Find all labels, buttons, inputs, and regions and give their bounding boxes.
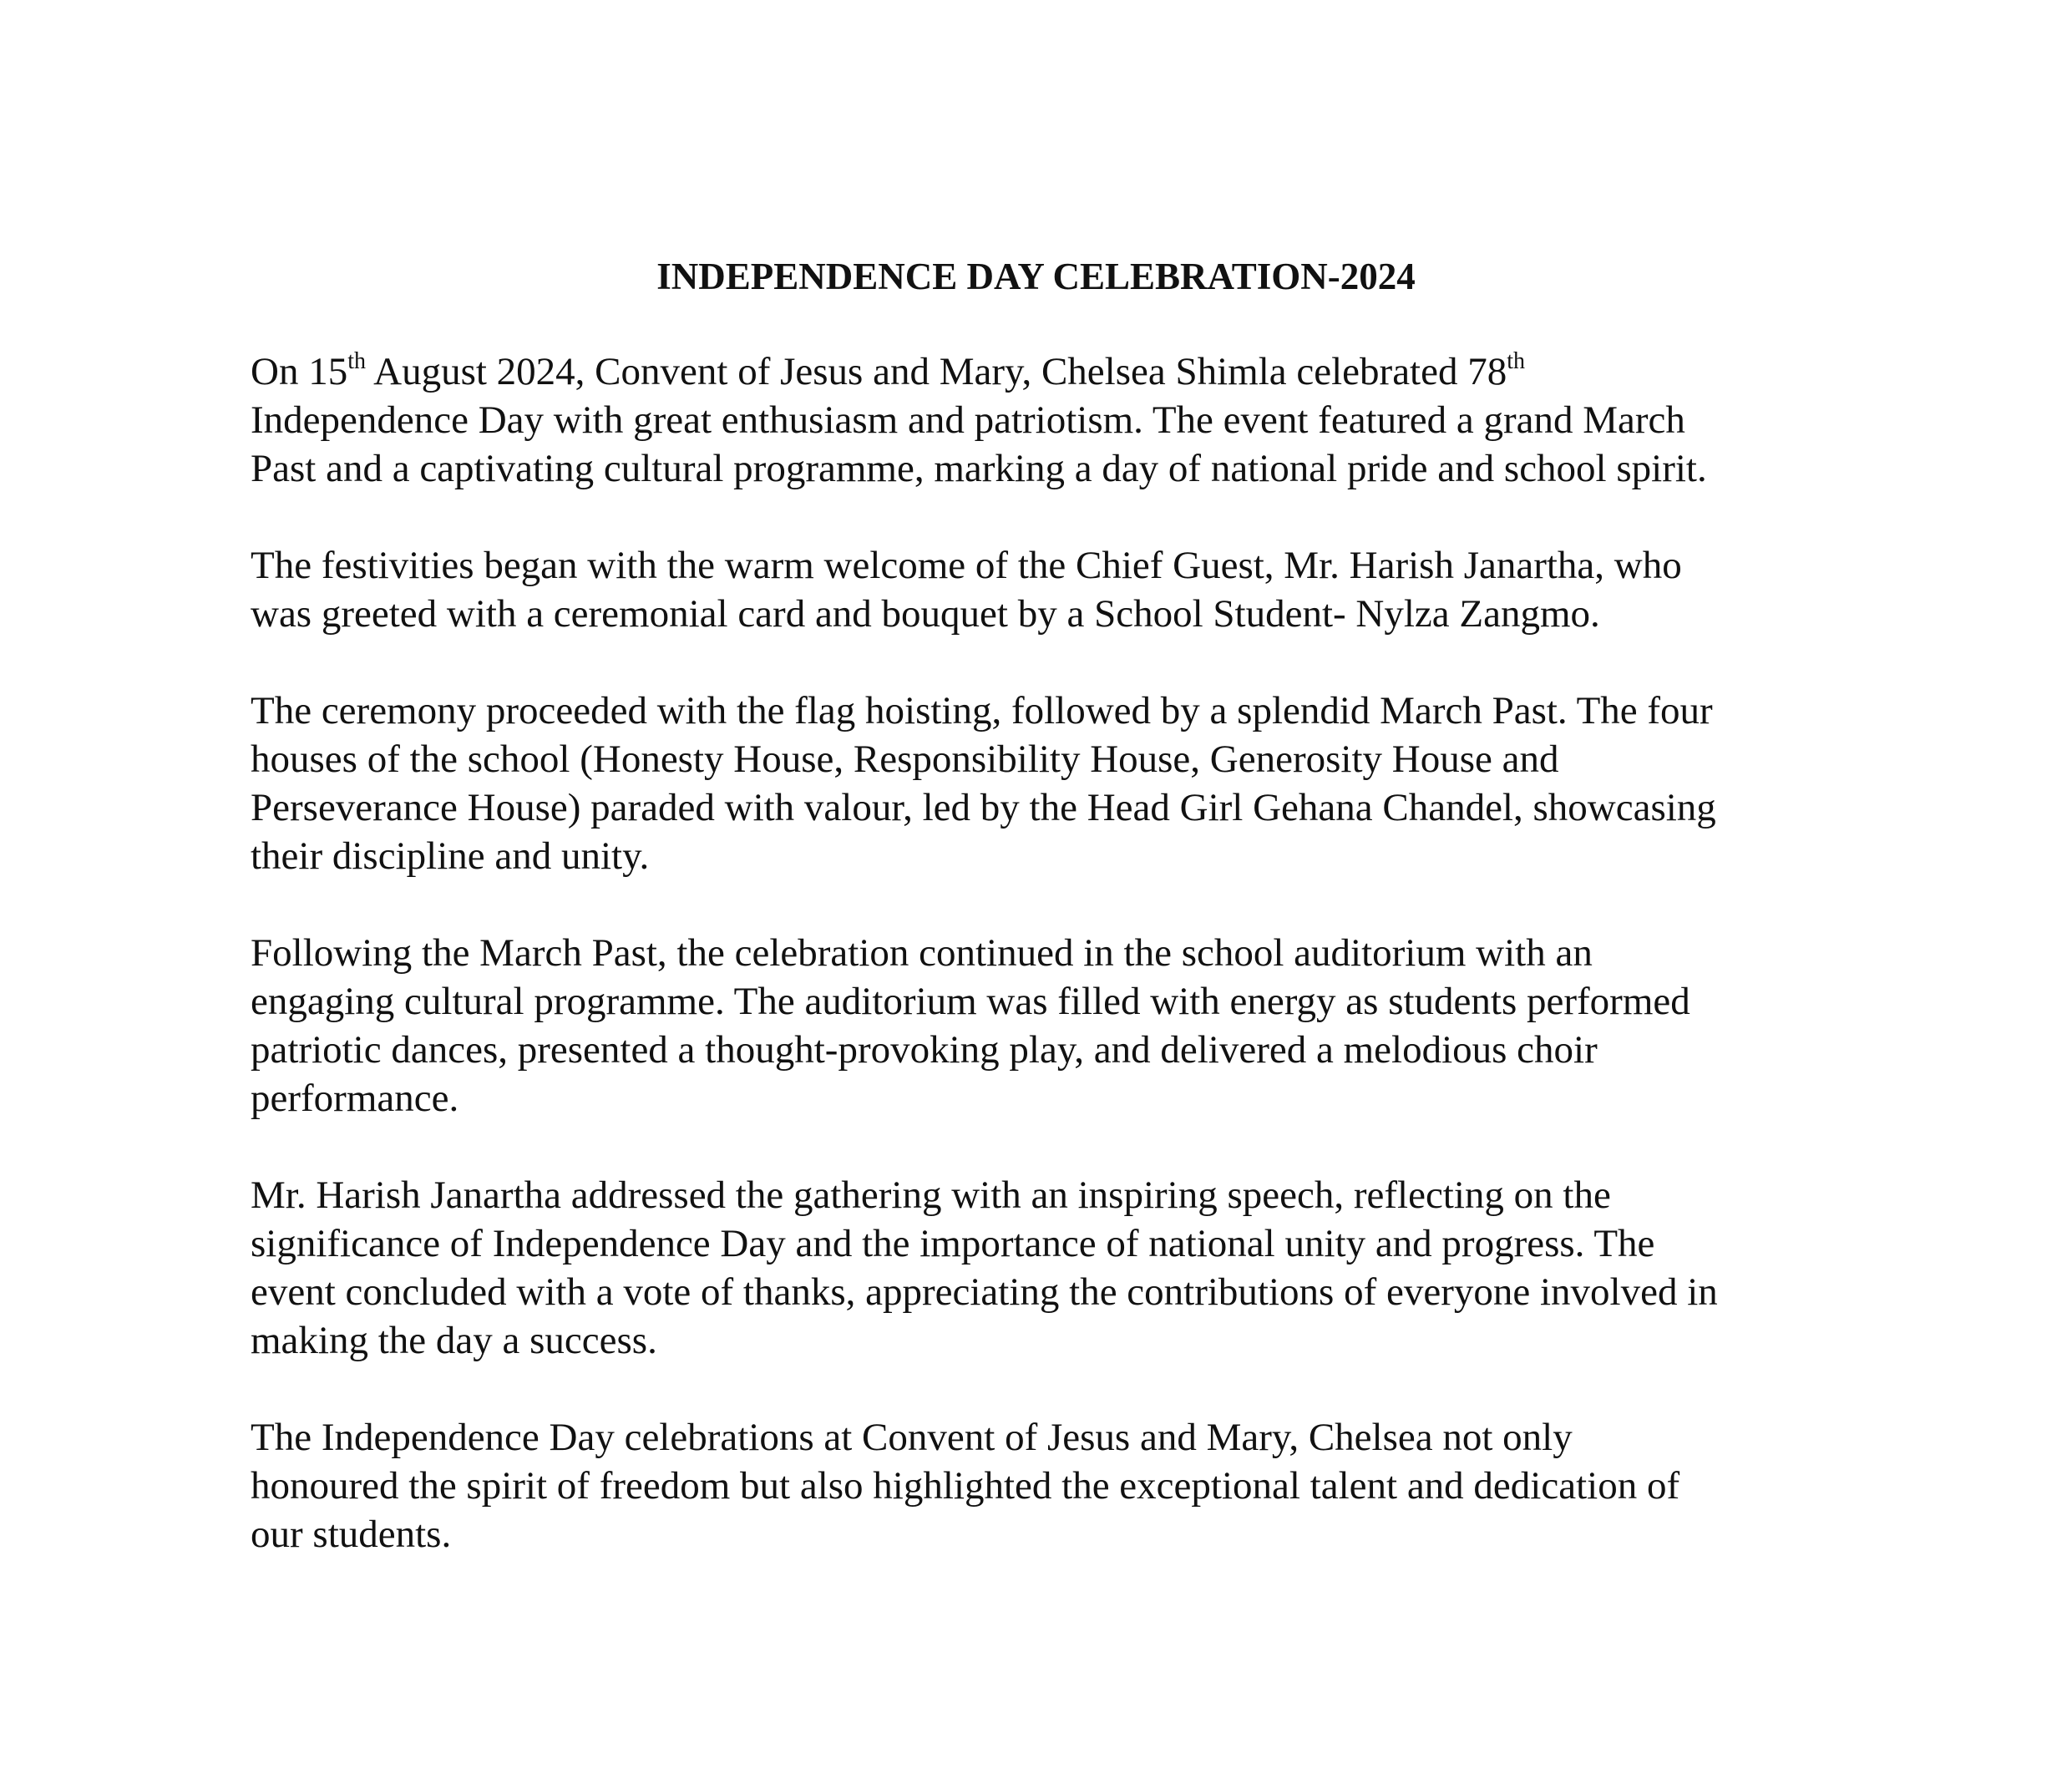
text-line bbox=[251, 444, 1837, 493]
text-line bbox=[251, 590, 1837, 638]
text-run: August 2024, Convent of Jesus and Mary, Chelsea Shimla celebrated 78 bbox=[365, 350, 1507, 393]
text-run: The festivities began with the warm welcome of the Chief Guest, Mr. Harish Janartha, who bbox=[251, 544, 1682, 587]
text-line bbox=[251, 832, 1837, 880]
paragraph bbox=[251, 347, 1837, 493]
text-run: Past and a captivating cultural programme, marking a day of national pride and school spirit. bbox=[251, 447, 1707, 490]
text-line bbox=[251, 1074, 1837, 1123]
text-line bbox=[251, 1462, 1837, 1510]
text-run: patriotic dances, presented a thought-provoking play, and delivered a melodious choir bbox=[251, 1028, 1598, 1072]
paragraph bbox=[251, 1171, 1837, 1365]
text-run: was greeted with a ceremonial card and bouquet by a School Student- Nylza Zangmo. bbox=[251, 592, 1600, 636]
text-run: our students. bbox=[251, 1513, 452, 1556]
text-line bbox=[251, 783, 1837, 832]
document-body bbox=[251, 347, 1837, 1607]
text-line bbox=[251, 1026, 1837, 1074]
text-line bbox=[251, 1510, 1837, 1559]
text-run: their discipline and unity. bbox=[251, 834, 650, 878]
text-run: The Independence Day celebrations at Convent of Jesus and Mary, Chelsea not only bbox=[251, 1416, 1573, 1459]
paragraph bbox=[251, 929, 1837, 1123]
text-run: event concluded with a vote of thanks, appreciating the contributions of everyone involved in bbox=[251, 1270, 1718, 1314]
ordinal-suffix: th bbox=[347, 348, 366, 375]
text-line bbox=[251, 929, 1837, 977]
text-line bbox=[251, 396, 1837, 444]
ordinal-suffix: th bbox=[1507, 348, 1526, 375]
paragraph bbox=[251, 687, 1837, 880]
text-line bbox=[251, 687, 1837, 735]
text-run: performance. bbox=[251, 1077, 459, 1120]
text-line bbox=[251, 347, 1837, 396]
text-run: engaging cultural programme. The auditorium was filled with energy as students performed bbox=[251, 980, 1690, 1023]
text-line bbox=[251, 977, 1837, 1026]
text-line bbox=[251, 735, 1837, 783]
text-line bbox=[251, 1171, 1837, 1219]
text-run: Independence Day with great enthusiasm and patriotism. The event featured a grand March bbox=[251, 398, 1685, 442]
text-run: Following the March Past, the celebration continued in the school auditorium with an bbox=[251, 931, 1593, 975]
text-run: The ceremony proceeded with the flag hoisting, followed by a splendid March Past. The four bbox=[251, 689, 1713, 732]
text-line bbox=[251, 541, 1837, 590]
text-run: On 15 bbox=[251, 350, 348, 393]
text-line bbox=[251, 1268, 1837, 1316]
text-line bbox=[251, 1316, 1837, 1365]
text-run: making the day a success. bbox=[251, 1319, 657, 1362]
text-line bbox=[251, 1413, 1837, 1462]
text-run: Mr. Harish Janartha addressed the gathering with an inspiring speech, reflecting on the bbox=[251, 1173, 1611, 1217]
document-title: INDEPENDENCE DAY CELEBRATION-2024 bbox=[656, 256, 1416, 297]
text-run: honoured the spirit of freedom but also highlighted the exceptional talent and dedication of bbox=[251, 1464, 1680, 1508]
text-run: significance of Independence Day and the importance of national unity and progress. The bbox=[251, 1222, 1655, 1265]
paragraph bbox=[251, 1413, 1837, 1559]
text-line bbox=[251, 1219, 1837, 1268]
text-run: houses of the school (Honesty House, Responsibility House, Generosity House and bbox=[251, 737, 1559, 781]
paragraph bbox=[251, 541, 1837, 638]
text-run: Perseverance House) paraded with valour, led by the Head Girl Gehana Chandel, showcasing bbox=[251, 786, 1716, 829]
